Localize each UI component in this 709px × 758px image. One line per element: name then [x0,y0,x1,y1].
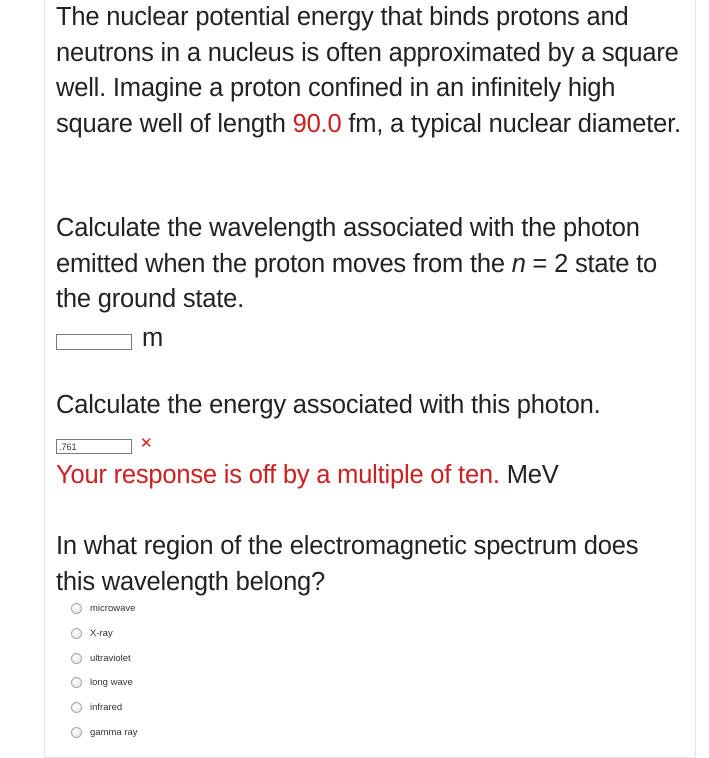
part2-prompt: Calculate the energy associated with this photon. [56,391,601,419]
option-label: microwave [90,603,136,614]
part1-prompt-end: = 2 state to the ground state. [56,249,658,313]
radio-button[interactable] [71,702,82,713]
part2-feedback-row [56,458,696,494]
question-intro [56,0,696,142]
option-label: infrared [90,702,123,713]
option-label: ultraviolet [90,653,131,664]
option-long-wave[interactable] [71,675,271,691]
part3-prompt: In what region of the electromagnetic spectrum does this wavelength belong? [56,532,639,596]
radio-button[interactable] [71,603,82,614]
wavelength-unit: m [142,324,164,352]
feedback-message: Your response is off by a multiple of ten. [56,461,500,489]
option-label: X-ray [90,628,113,639]
intro-text-end: fm, a typical nuclear diameter. [341,109,681,138]
energy-input[interactable] [56,439,132,454]
well-length-value: 90.0 [292,109,342,138]
option-x-ray[interactable] [71,626,271,642]
energy-unit: MeV [506,461,559,489]
option-label: gamma ray [90,727,138,738]
option-label: long wave [90,677,133,688]
option-ultraviolet[interactable] [71,651,271,667]
radio-button[interactable] [71,677,82,688]
radio-button[interactable] [71,628,82,639]
wavelength-input[interactable] [56,334,132,350]
part1-prompt [56,211,686,318]
radio-button[interactable] [71,653,82,664]
radio-button[interactable] [71,727,82,738]
option-microwave[interactable] [71,601,271,617]
part1-n-variable: n [511,249,526,278]
option-infrared[interactable] [71,700,271,716]
option-gamma-ray[interactable] [71,725,271,741]
incorrect-icon: ✕ [140,435,153,452]
intro-text-start: The nuclear potential energy that binds protons and neutrons in a nucleus is often approximated by a square well. Imagine a proton confined in an infinitely high square well of length [56,3,679,138]
part1-prompt-start: Calculate the wavelength associated with the photon emitted when the proton moves from the [56,214,640,278]
